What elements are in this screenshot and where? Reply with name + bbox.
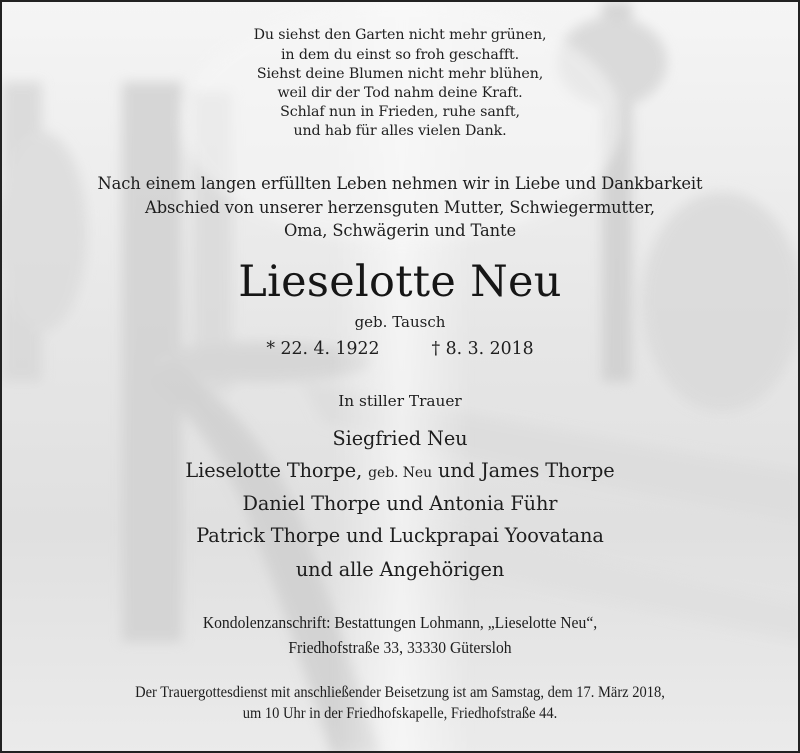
birth-name: geb. Tausch xyxy=(354,313,446,331)
mourner-birth-name: geb. Neu xyxy=(368,465,433,481)
mourner-line: Patrick Thorpe und Luckprapai Yoovatana xyxy=(196,524,604,547)
life-dates xyxy=(2,338,798,360)
condolence-line: Friedhofstraße 33, 33330 Gütersloh xyxy=(288,638,512,657)
poem-line: in dem du einst so froh geschafft. xyxy=(280,47,520,63)
deceased-name: Lieselotte Neu xyxy=(238,257,562,307)
poem-line: Schlaf nun in Frieden, ruhe sanft, xyxy=(280,104,520,120)
poem-line: Du siehst den Garten nicht mehr grünen, xyxy=(253,27,547,43)
intro-line: Oma, Schwägerin und Tante xyxy=(284,221,516,240)
mourner-line: Siegfried Neu xyxy=(332,427,468,450)
mourner-line xyxy=(2,458,798,486)
mourner-partner: und James Thorpe xyxy=(438,459,615,482)
intro-line: Abschied von unserer herzensguten Mutter, Schwiegermutter, xyxy=(145,198,655,217)
death-date: † 8. 3. 2018 xyxy=(431,339,534,359)
mourning-label: In stiller Trauer xyxy=(338,392,462,410)
mourner-line: und alle Angehörigen xyxy=(295,558,505,581)
poem-line: und hab für alles vielen Dank. xyxy=(293,123,507,139)
poem-line: Siehst deine Blumen nicht mehr blühen, xyxy=(256,66,544,82)
mourner-name: Lieselotte Thorpe, xyxy=(185,459,363,482)
service-line: um 10 Uhr in der Friedhofskapelle, Friedhofstraße 44. xyxy=(242,705,558,722)
intro-line: Nach einem langen erfüllten Leben nehmen wir in Liebe und Dankbarkeit xyxy=(97,174,703,193)
poem-line: weil dir der Tod nahm deine Kraft. xyxy=(277,85,523,101)
mourner-line: Daniel Thorpe und Antonia Führ xyxy=(242,492,558,515)
birth-date: * 22. 4. 1922 xyxy=(266,339,380,359)
service-line: Der Trauergottesdienst mit anschließender Beisetzung ist am Samstag, dem 17. März 2018, xyxy=(135,684,665,701)
condolence-line: Kondolenzanschrift: Bestattungen Lohmann, „Lieselotte Neu“, xyxy=(202,613,598,632)
